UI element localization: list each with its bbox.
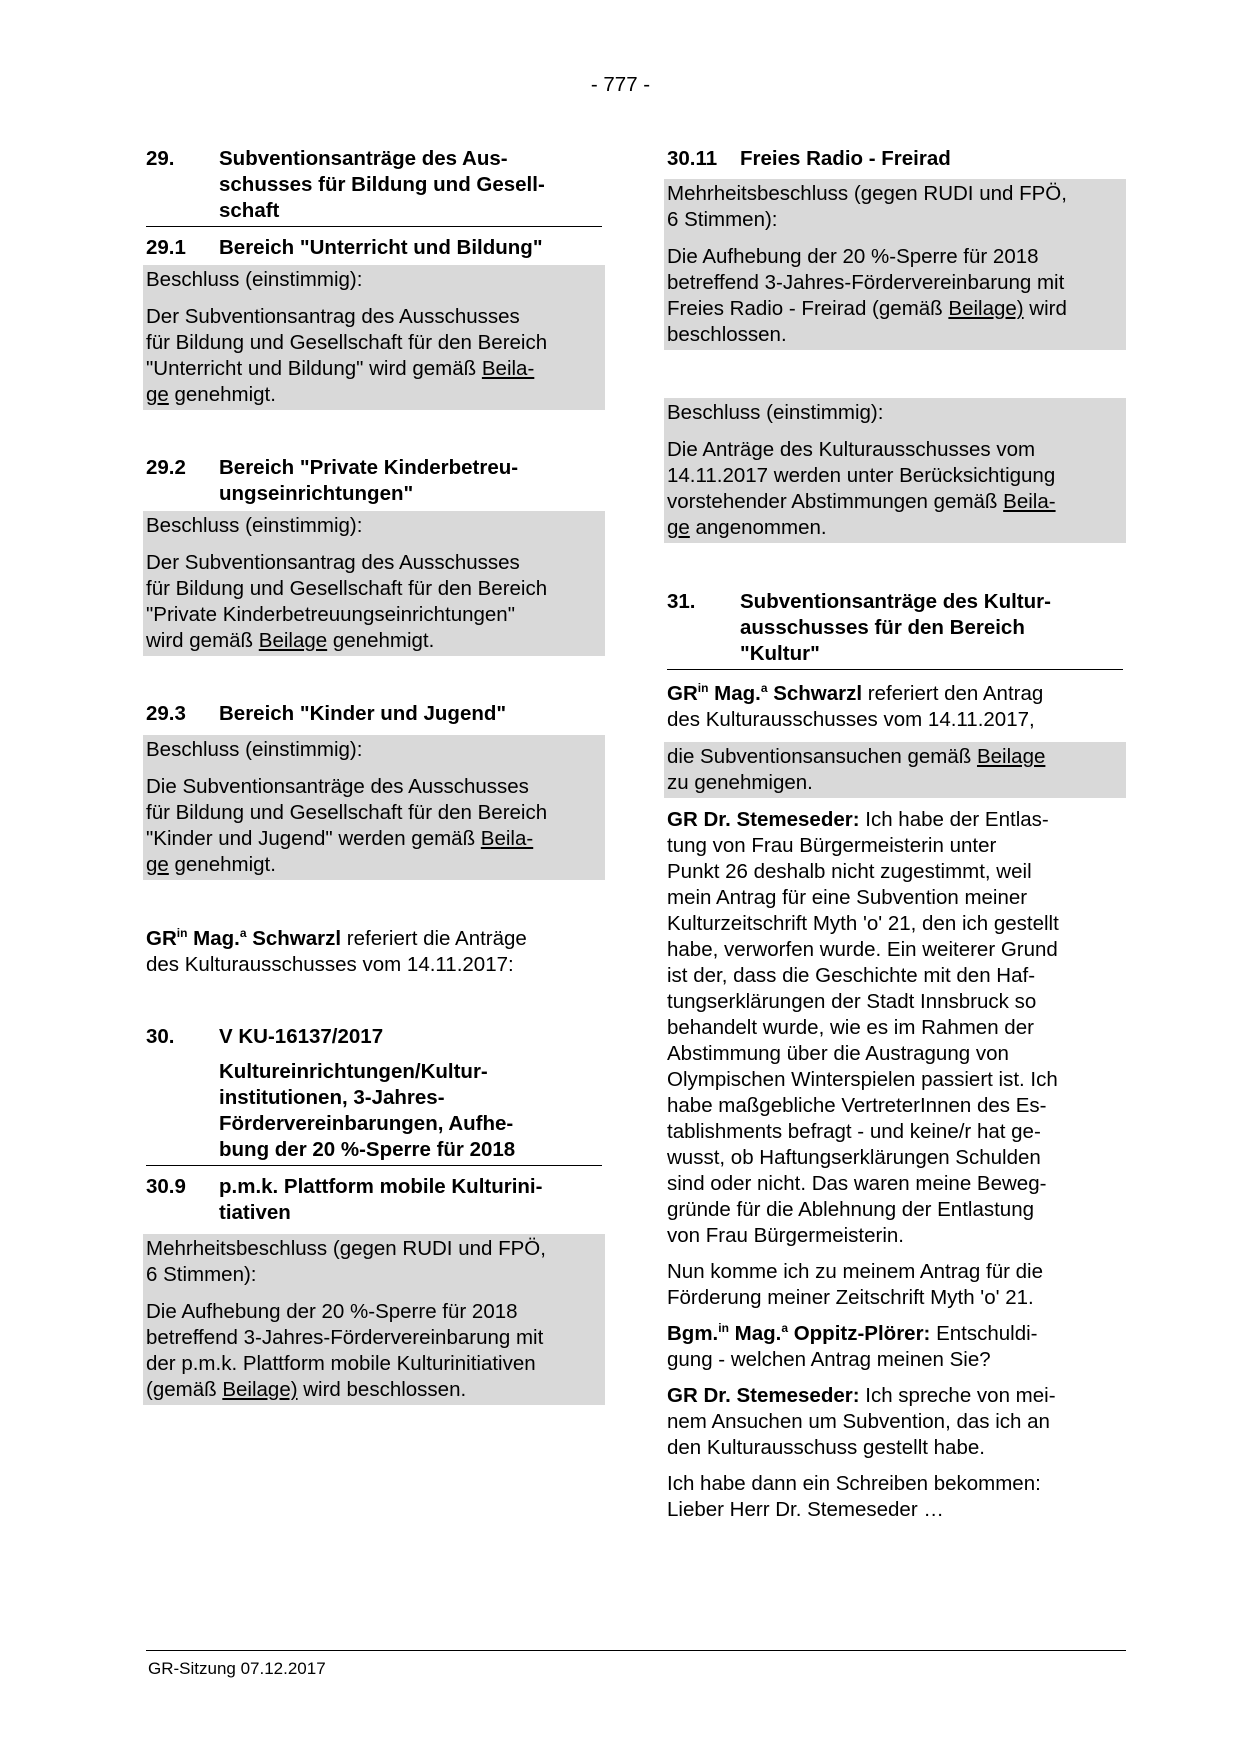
superscript: in — [718, 1321, 729, 1336]
heading-number: 30. — [146, 1025, 175, 1048]
motion-text — [667, 744, 1123, 796]
footer-divider — [146, 1650, 1126, 1651]
heading-29-1 — [146, 235, 602, 261]
text-line: Der Subventionsantrag des Ausschusses — [146, 305, 520, 328]
text-line: nem Ansuchen um Subvention, das ich an — [667, 1410, 1050, 1433]
speaker-title: Mag. — [187, 927, 240, 950]
text-line: sind oder nicht. Das waren meine Beweg- — [667, 1172, 1047, 1195]
heading-number: 29.3 — [146, 702, 186, 725]
text-line: Ich spreche von mei- — [859, 1384, 1056, 1407]
heading-29-2 — [146, 455, 602, 507]
text-line: genehmigt. — [327, 629, 435, 652]
title-line: ungseinrichtungen" — [219, 482, 414, 505]
text-line: Ich habe dann ein Schreiben bekommen: — [667, 1472, 1041, 1495]
decision-label: Beschluss (einstimmig): — [146, 514, 363, 537]
title-line: Bereich "Private Kinderbetreu- — [219, 456, 519, 479]
text-line: tungserklärungen der Stadt Innsbruck so — [667, 990, 1037, 1013]
text-line: vorstehender Abstimmungen gemäß — [667, 490, 1004, 513]
speaker-title: Bgm. — [667, 1322, 719, 1345]
heading-number: 31. — [667, 590, 696, 613]
title-line: ausschusses für den Bereich — [740, 616, 1025, 639]
decision-label: Beschluss (einstimmig): — [667, 401, 884, 424]
speaker-paragraph — [146, 926, 602, 978]
text-line: Mehrheitsbeschluss (gegen RUDI und FPÖ, — [667, 182, 1067, 205]
text-line: genehmigt. — [168, 383, 276, 406]
beilage-link[interactable]: Beila- — [481, 357, 535, 380]
text-line: tablishments befragt - und keine/r hat ge- — [667, 1120, 1041, 1143]
text-line: genehmigt. — [168, 853, 276, 876]
heading-title — [740, 589, 1123, 667]
text-line: den Kulturausschuss gestellt habe. — [667, 1436, 985, 1459]
text-line: des Kulturausschusses vom 14.11.2017: — [146, 953, 514, 976]
heading-title: V KU-16137/2017 — [219, 1025, 384, 1048]
text-line: wird beschlossen. — [297, 1378, 467, 1401]
decision-text — [146, 1299, 602, 1403]
decision-text — [667, 244, 1123, 348]
decision-text — [667, 437, 1123, 541]
text-line: habe, verworfen wurde. Ein weiterer Grund — [667, 938, 1058, 961]
left-column — [146, 146, 602, 1405]
heading-30-11 — [667, 146, 1123, 172]
speaker-title: GR — [146, 927, 177, 950]
text-line: "Unterricht und Bildung" wird gemäß — [146, 357, 482, 380]
beilage-link[interactable]: Beilage — [258, 629, 328, 652]
heading-30-9 — [146, 1174, 602, 1226]
title-line: Kultureinrichtungen/Kultur- — [219, 1060, 488, 1083]
decision-box-30-9 — [143, 1234, 605, 1405]
speech-stemeseder-1 — [667, 807, 1123, 1249]
text-line: Punkt 26 deshalb nicht zugestimmt, weil — [667, 860, 1032, 883]
speaker-title: GR — [667, 682, 698, 705]
text-line: des Kulturausschusses vom 14.11.2017, — [667, 708, 1035, 731]
text-line: referiert den Antrag — [862, 682, 1044, 705]
text-line: 6 Stimmen): — [146, 1263, 257, 1286]
decision-box-29-1 — [143, 265, 605, 410]
text-line: tung von Frau Bürgermeisterin unter — [667, 834, 997, 857]
text-line: Die Subventionsanträge des Ausschusses — [146, 775, 529, 798]
beilage-link[interactable]: ge — [146, 383, 169, 406]
text-line: betreffend 3-Jahres-Fördervereinbarung mit — [667, 271, 1065, 294]
text-line: für Bildung und Gesellschaft für den Bereich — [146, 577, 548, 600]
text-line: für Bildung und Gesellschaft für den Bereich — [146, 331, 548, 354]
decision-text — [146, 550, 602, 654]
heading-31 — [667, 589, 1123, 670]
decision-text — [146, 304, 602, 408]
beilage-link[interactable]: ge — [146, 853, 169, 876]
text-line: wird — [1023, 297, 1067, 320]
text-line: gründe für die Ablehnung der Entlastung — [667, 1198, 1034, 1221]
text-line: Nun komme ich zu meinem Antrag für die — [667, 1260, 1043, 1283]
text-line: beschlossen. — [667, 323, 787, 346]
text-line: Kulturzeitschrift Myth 'o' 21, den ich gestellt — [667, 912, 1059, 935]
beilage-link[interactable]: Beilage — [976, 745, 1046, 768]
text-line: Abstimmung über die Austragung von — [667, 1042, 1009, 1065]
title-line: p.m.k. Plattform mobile Kulturini- — [219, 1175, 543, 1198]
heading-29 — [146, 146, 602, 227]
decision-label — [146, 1236, 602, 1288]
text-line: habe maßgebliche VertreterInnen des Es- — [667, 1094, 1047, 1117]
heading-title: Freies Radio - Freirad — [740, 147, 951, 170]
heading-number: 30.11 — [667, 147, 718, 170]
title-line: tiativen — [219, 1201, 291, 1224]
heading-29-3 — [146, 701, 602, 727]
title-line: bung der 20 %-Sperre für 2018 — [219, 1138, 516, 1161]
page-number: - 777 - — [590, 73, 651, 96]
speaker-name — [667, 1322, 930, 1345]
speech-stemeseder-3 — [667, 1383, 1123, 1461]
text-line: von Frau Bürgermeisterin. — [667, 1224, 904, 1247]
decision-label: Beschluss (einstimmig): — [146, 268, 363, 291]
superscript: in — [697, 681, 709, 696]
text-line: "Private Kinderbetreuungseinrichtungen" — [146, 603, 515, 626]
superscript: a — [239, 926, 247, 941]
beilage-link[interactable]: Beilage) — [948, 297, 1024, 320]
right-column — [667, 146, 1123, 1523]
heading-title: Bereich "Unterricht und Bildung" — [219, 236, 543, 259]
text-line: die Subventionsansuchen gemäß — [667, 745, 977, 768]
beilage-link[interactable]: Beilage) — [222, 1378, 298, 1401]
heading-title — [219, 1174, 602, 1226]
beilage-link[interactable]: Beila- — [1003, 490, 1056, 513]
decision-box-30-11 — [664, 179, 1126, 350]
heading-title — [219, 146, 602, 224]
text-line: ist der, dass die Geschichte mit den Haf- — [667, 964, 1036, 987]
text-line: Entschuldi- — [930, 1322, 1038, 1345]
speaker-title: Mag. — [708, 682, 761, 705]
decision-label — [667, 181, 1123, 233]
title-line: schusses für Bildung und Gesell- — [219, 173, 545, 196]
speaker-surname: Oppitz-Plörer: — [788, 1322, 931, 1345]
speaker-paragraph — [667, 681, 1123, 733]
superscript: a — [760, 681, 768, 696]
text-line: 6 Stimmen): — [667, 208, 778, 231]
decision-text — [146, 774, 602, 878]
title-line: institutionen, 3-Jahres- — [219, 1086, 445, 1109]
speaker-name — [667, 682, 862, 705]
text-line: Die Anträge des Kulturausschusses vom — [667, 438, 1036, 461]
text-line: der p.m.k. Plattform mobile Kulturinitiativen — [146, 1352, 536, 1375]
title-line: Fördervereinbarungen, Aufhe- — [219, 1112, 514, 1135]
beilage-link[interactable]: Beila- — [480, 827, 534, 850]
decision-box-29-2 — [143, 511, 605, 656]
speech-oppitz-ploerer — [667, 1321, 1123, 1373]
speaker-name — [146, 927, 341, 950]
superscript: in — [176, 926, 188, 941]
text-line: referiert die Anträge — [341, 927, 527, 950]
title-line: Subventionsanträge des Kultur- — [740, 590, 1051, 613]
text-line: Mehrheitsbeschluss (gegen RUDI und FPÖ, — [146, 1237, 546, 1260]
text-line: wusst, ob Haftungserklärungen Schulden — [667, 1146, 1041, 1169]
title-line: "Kultur" — [740, 642, 820, 665]
speaker-name: GR Dr. Stemeseder: — [667, 1384, 860, 1407]
heading-number: 29.1 — [146, 236, 186, 259]
text-line: behandelt wurde, wie es im Rahmen der — [667, 1016, 1034, 1039]
heading-30-subtitle — [146, 1059, 602, 1166]
superscript: a — [781, 1321, 789, 1336]
speaker-surname: Schwarzl — [246, 927, 342, 950]
heading-title — [219, 455, 602, 507]
speech-stemeseder-2 — [667, 1259, 1123, 1311]
text-line: Förderung meiner Zeitschrift Myth 'o' 21. — [667, 1286, 1034, 1309]
text-line: Ich habe der Entlas- — [859, 808, 1049, 831]
title-line: schaft — [219, 199, 280, 222]
text-line: Olympischen Winterspielen passiert ist. Ich — [667, 1068, 1058, 1091]
heading-title — [219, 1059, 602, 1163]
text-line: Lieber Herr Dr. Stemeseder … — [667, 1498, 944, 1521]
heading-number: 29.2 — [146, 456, 186, 479]
heading-number: 29. — [146, 147, 175, 170]
heading-number: 30.9 — [146, 1175, 186, 1198]
text-line: wird gemäß — [146, 629, 259, 652]
final-decision-box — [664, 398, 1126, 543]
heading-title: Bereich "Kinder und Jugend" — [219, 702, 507, 725]
text-line: 14.11.2017 werden unter Berücksichtigung — [667, 464, 1056, 487]
text-line: angenommen. — [689, 516, 827, 539]
motion-box — [664, 742, 1126, 798]
text-line: (gemäß — [146, 1378, 223, 1401]
decision-label: Beschluss (einstimmig): — [146, 738, 363, 761]
speaker-surname: Schwarzl — [767, 682, 863, 705]
text-line: für Bildung und Gesellschaft für den Bereich — [146, 801, 548, 824]
text-line: "Kinder und Jugend" werden gemäß — [146, 827, 481, 850]
text-line: Die Aufhebung der 20 %-Sperre für 2018 — [146, 1300, 518, 1323]
speaker-title: Mag. — [728, 1322, 782, 1345]
footer-text: GR-Sitzung 07.12.2017 — [148, 1659, 326, 1678]
beilage-link[interactable]: ge — [667, 516, 690, 539]
decision-box-29-3 — [143, 735, 605, 880]
heading-30 — [146, 1024, 602, 1050]
title-line: Subventionsanträge des Aus- — [219, 147, 508, 170]
speech-stemeseder-4 — [667, 1471, 1123, 1523]
text-line: Die Aufhebung der 20 %-Sperre für 2018 — [667, 245, 1039, 268]
speaker-name: GR Dr. Stemeseder: — [667, 808, 860, 831]
text-line: betreffend 3-Jahres-Fördervereinbarung mit — [146, 1326, 544, 1349]
text-line: mein Antrag für eine Subvention meiner — [667, 886, 1028, 909]
text-line: zu genehmigen. — [667, 771, 813, 794]
text-line: gung - welchen Antrag meinen Sie? — [667, 1348, 991, 1371]
text-line: Freies Radio - Freirad (gemäß — [667, 297, 949, 320]
text-line: Der Subventionsantrag des Ausschusses — [146, 551, 520, 574]
heading-indent — [146, 1059, 219, 1163]
